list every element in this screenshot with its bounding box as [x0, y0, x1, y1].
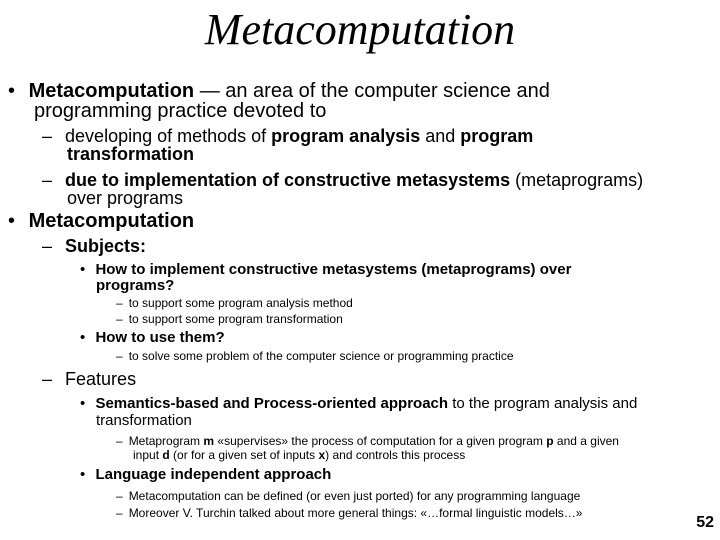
question-item: • How to use them? — [80, 329, 225, 346]
detail-item: – to support some program transformation — [116, 312, 343, 326]
bullet-1 — [8, 80, 550, 102]
sub-item-cont: transformation — [67, 144, 195, 164]
sub-item: – developing of methods of program analysis and program — [42, 126, 534, 146]
term: Metacomputation — [28, 80, 195, 102]
bullet-1-text: — an area of the computer science and — [194, 80, 550, 102]
sub-item-cont: over programs — [67, 188, 184, 208]
bullet-1-cont: programming practice devoted to — [34, 100, 327, 122]
slide-title: Metacomputation — [204, 5, 516, 54]
bullet-marker: • — [8, 80, 16, 102]
term: Metacomputation — [28, 210, 195, 232]
features-heading: – Features — [42, 369, 137, 389]
sub-item: – due to implementation of constructive metasystems (metaprograms) — [42, 170, 644, 190]
detail-item: – to support some program analysis method — [116, 296, 353, 310]
detail-item: – Metaprogram m «supervises» the process of computation for a given program p and a given — [116, 434, 619, 448]
question-item-cont: programs? — [96, 277, 175, 294]
detail-item-cont: input d (or for a given set of inputs x) and controls this process — [133, 448, 466, 462]
feature-item-cont: transformation — [96, 412, 192, 429]
feature-item: • Language independent approach — [80, 466, 332, 483]
detail-item: – to solve some problem of the computer science or programming practice — [116, 349, 514, 363]
bullet-2: • Metacomputation — [8, 210, 195, 232]
detail-item: – Metacomputation can be defined (or even just ported) for any programming language — [116, 489, 581, 503]
page-number: 52 — [696, 514, 714, 531]
detail-item: – Moreover V. Turchin talked about more general things: «…formal linguistic models…» — [116, 506, 583, 520]
feature-item: • Semantics-based and Process-oriented approach to the program analysis and — [80, 395, 638, 412]
subjects-heading: – Subjects: — [42, 236, 147, 256]
question-item: • How to implement constructive metasystems (metaprograms) over — [80, 261, 572, 278]
